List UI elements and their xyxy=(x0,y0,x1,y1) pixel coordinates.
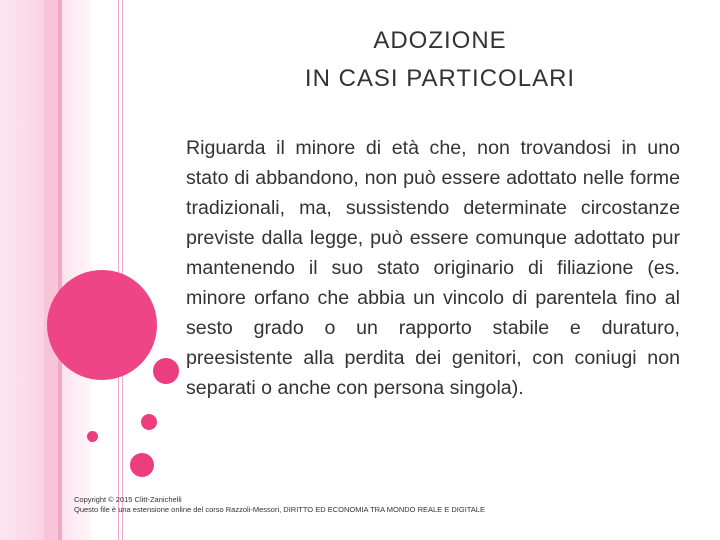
decor-circle-large xyxy=(47,270,157,380)
decor-stripe-fade xyxy=(62,0,92,540)
slide-title xyxy=(260,22,620,98)
decor-circle-small xyxy=(130,453,154,477)
footer-copyright: Copyright © 2015 Clitt-Zanichelli xyxy=(74,495,182,504)
decor-stripe-left xyxy=(0,0,44,540)
decor-vertical-line xyxy=(122,0,123,540)
slide-title-line1: ADOZIONE xyxy=(373,27,507,54)
copyright-footer xyxy=(74,495,504,515)
decor-stripe-band xyxy=(44,0,58,540)
decor-circle-small xyxy=(141,414,157,430)
slide-body-text: Riguarda il minore di età che, non trovandosi in uno stato di abbandono, non può essere adottato nelle forme tradizionali, ma, sussistendo determinate circostanze previste dalla legge, può essere comunque adottato pur mantenendo il suo stato originario di filiazione (es. minore orfano che abbia un vincolo di parentela fino al sesto grado o un rapporto stabile e duraturo, preesistente alla perdita dei genitori, con coniugi non separati o anche con persona singola). xyxy=(186,137,680,399)
slide-title-line2: IN CASI PARTICOLARI xyxy=(304,65,576,92)
decor-circle-small xyxy=(87,431,98,442)
footer-source: Questo file è una estensione online del corso Razzoli-Messori, DIRITTO ED ECONOMIA TRA MONDO REALE E DIGITALE xyxy=(74,505,485,514)
decor-vertical-line xyxy=(118,0,119,540)
decor-circle-medium xyxy=(150,355,182,387)
